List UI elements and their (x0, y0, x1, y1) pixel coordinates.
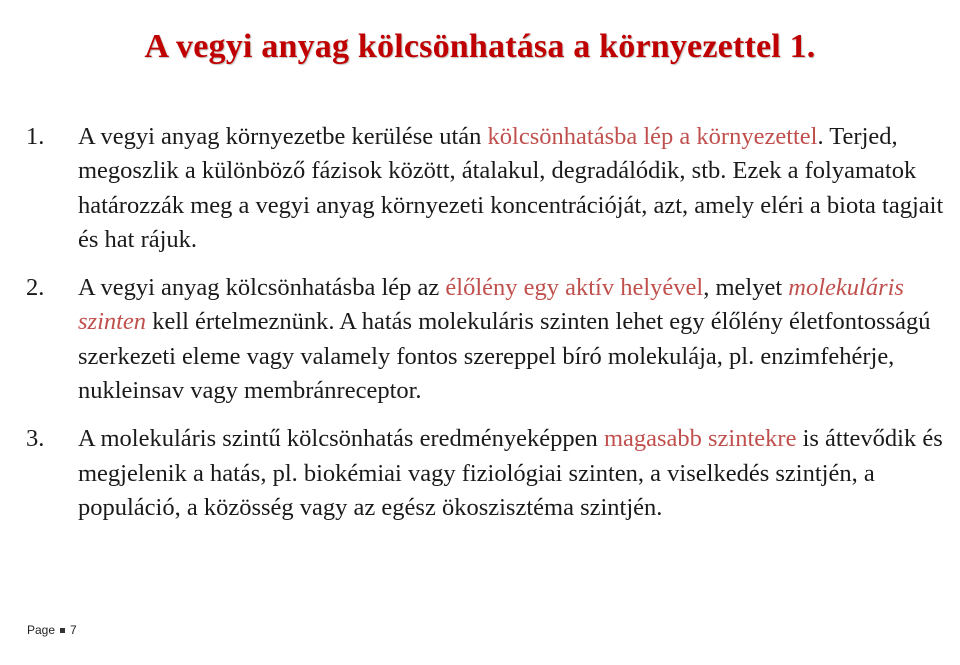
list-item-3 (26, 422, 946, 525)
list-item-1 (26, 120, 946, 257)
highlighted-term: kölcsönhatásba lép a környezettel (487, 123, 818, 150)
text-segment: . Terjed, megoszlik a különböző fázisok között, átalakul, degradálódik, stb. Ezek a folyamatok határozzák meg a vegyi anyag környezeti koncentrációját, azt, amely eléri a biota tagjait és hat rájuk. (78, 123, 944, 253)
item-text (78, 422, 946, 525)
item-number: 2. (26, 274, 45, 302)
page-number: 7 (70, 623, 77, 637)
square-bullet-icon (60, 628, 65, 633)
highlighted-term-italic: molekuláris szinten (78, 274, 904, 336)
text-segment: A molekuláris szintű kölcsönhatás eredményeképpen (78, 425, 604, 453)
item-text (78, 120, 946, 257)
text-segment: A vegyi anyag kölcsönhatásba lép az (78, 274, 446, 302)
item-text (78, 271, 946, 408)
highlighted-term: magasabb szintekre (603, 425, 797, 453)
highlighted-term: élőlény egy aktív helyével (445, 274, 704, 302)
page-label: Page (27, 623, 56, 637)
page-title: A vegyi anyag kölcsönhatása a környezettel 1. (144, 28, 816, 65)
list-item-2 (26, 271, 946, 408)
text-segment: is áttevődik és megjelenik a hatás, pl. biokémiai vagy fiziológiai szinten, a viselkedés szintjén, a populáció, a közösség vagy az egész ökoszisztéma szintjén. (78, 425, 943, 521)
text-segment: A vegyi anyag környezetbe kerülése után (78, 123, 488, 150)
item-number: 1. (26, 123, 45, 150)
numbered-list (26, 120, 946, 525)
item-number: 3. (26, 425, 45, 453)
text-segment: , melyet (703, 274, 789, 302)
text-segment: kell értelmeznünk. A hatás molekuláris szinten lehet egy élőlény életfontosságú szerkezeti eleme vagy valamely fontos szereppel bíró molekulája, pl. enzimfehérje, nukleinsav vagy membránreceptor. (78, 308, 931, 405)
page-footer (27, 623, 77, 637)
